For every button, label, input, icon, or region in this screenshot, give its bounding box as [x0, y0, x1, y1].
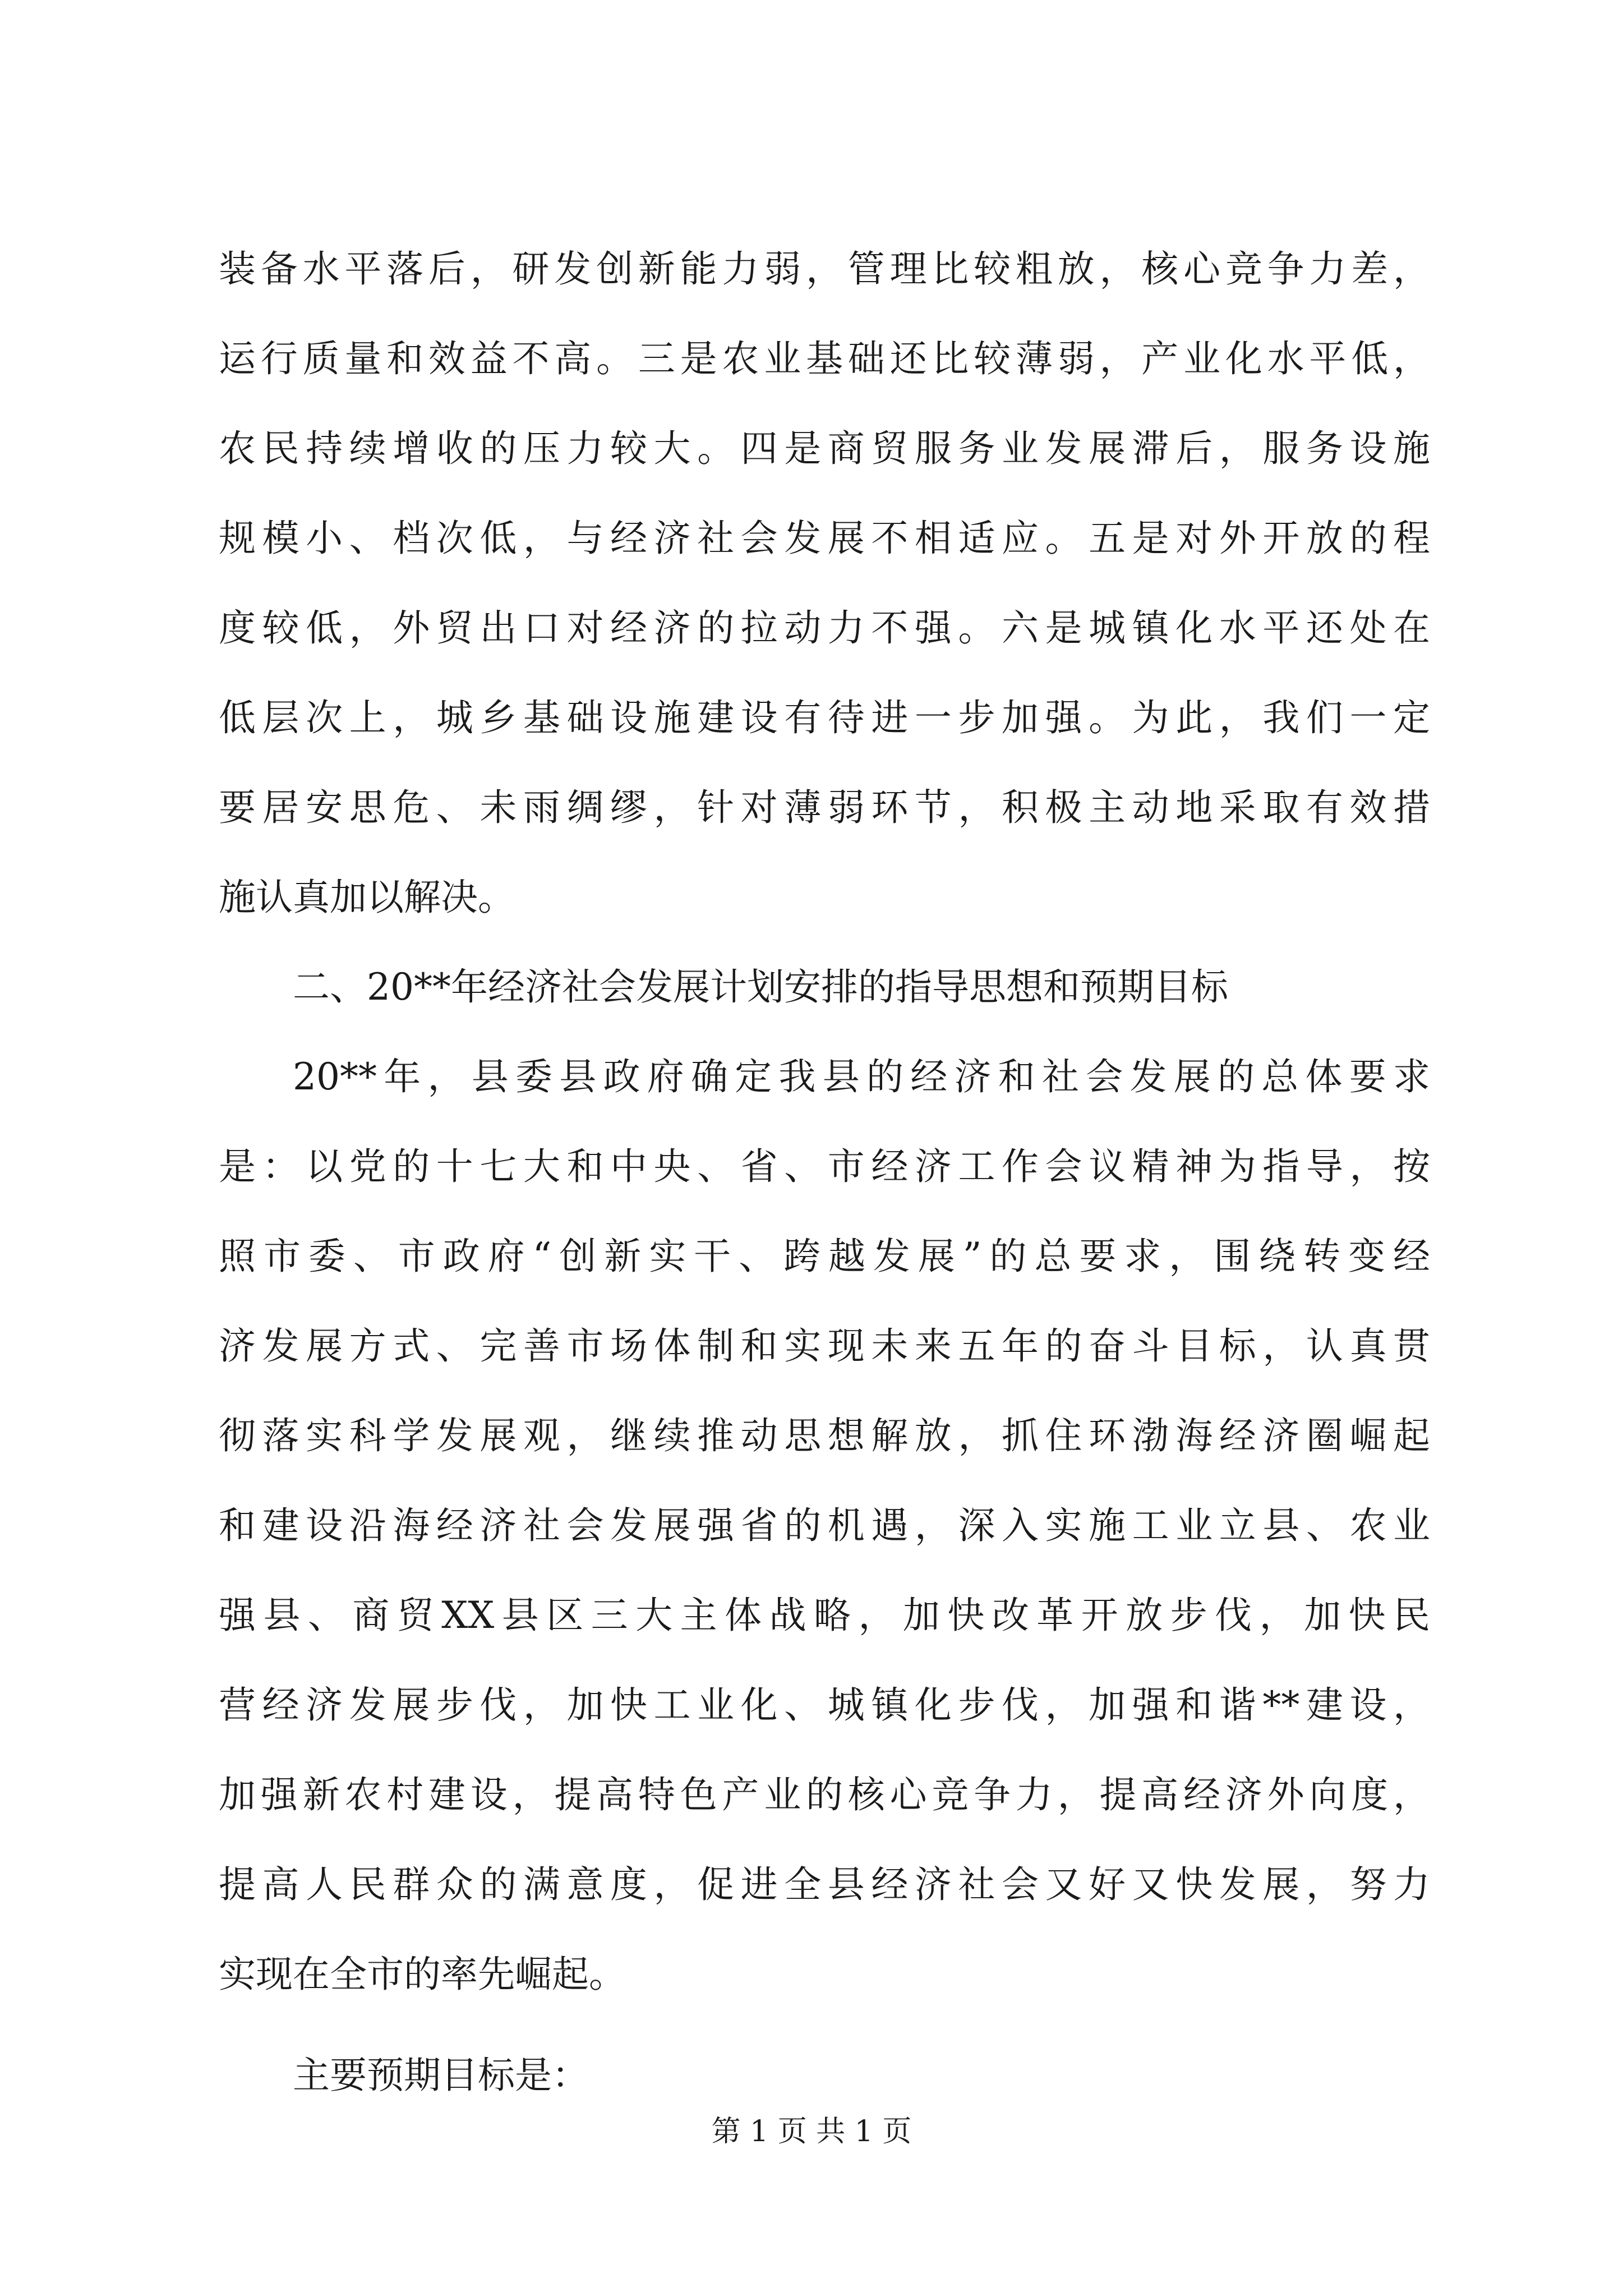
text-line: 提高人民群众的满意度，促进全县经济社会又好又快发展，努力 — [219, 1863, 1430, 1906]
paragraph-guiding-ideology — [219, 1032, 1430, 2019]
text-line: 20**年，县委县政府确定我县的经济和社会发展的总体要求 — [293, 1055, 1430, 1098]
text-line: 济发展方式、完善市场体制和实现未来五年的奋斗目标，认真贯 — [219, 1324, 1430, 1368]
text-line: 是：以党的十七大和中央、省、市经济工作会议精神为指导，按 — [219, 1145, 1430, 1188]
text-line: 施认真加以解决。 — [219, 876, 515, 919]
text-line: 营经济发展步伐，加快工业化、城镇化步伐，加强和谐**建设， — [219, 1683, 1430, 1727]
paragraph-weaknesses — [219, 224, 1430, 942]
text-line: 和建设沿海经济社会发展强省的机遇，深入实施工业立县、农业 — [219, 1504, 1430, 1547]
paragraph-gap — [219, 2019, 1430, 2031]
page-footer: 第 1 页 共 1 页 — [711, 2115, 912, 2148]
text-line: 要居安思危、未雨绸缪，针对薄弱环节，积极主动地采取有效措 — [219, 786, 1430, 829]
text-line: 加强新农村建设，提高特色产业的核心竞争力，提高经济外向度， — [219, 1773, 1430, 1816]
text-line: 照市委、市政府“创新实干、跨越发展”的总要求，围绕转变经 — [219, 1235, 1430, 1278]
text-line: 低层次上，城乡基础设施建设有待进一步加强。为此，我们一定 — [219, 696, 1430, 739]
text-line: 度较低，外贸出口对经济的拉动力不强。六是城镇化水平还处在 — [219, 606, 1430, 650]
text-line: 规模小、档次低，与经济社会发展不相适应。五是对外开放的程 — [219, 517, 1430, 560]
text-line: 实现在全市的率先崛起。 — [219, 1953, 626, 1996]
text-line: 彻落实科学发展观，继续推动思想解放，抓住环渤海经济圈崛起 — [219, 1414, 1430, 1457]
text-line: 农民持续增收的压力较大。四是商贸服务业发展滞后，服务设施 — [219, 427, 1430, 470]
text-line: 强县、商贸XX县区三大主体战略，加快改革开放步伐，加快民 — [219, 1594, 1430, 1637]
text-line: 运行质量和效益不高。三是农业基础还比较薄弱，产业化水平低， — [219, 337, 1430, 380]
paragraph-main-targets: 主要预期目标是： — [293, 2054, 589, 2097]
text-line: 装备水平落后，研发创新能力弱，管理比较粗放，核心竞争力差， — [219, 247, 1430, 291]
section-heading: 二、20**年经济社会发展计划安排的指导思想和预期目标 — [293, 965, 1228, 1009]
document-body — [219, 224, 1430, 2120]
